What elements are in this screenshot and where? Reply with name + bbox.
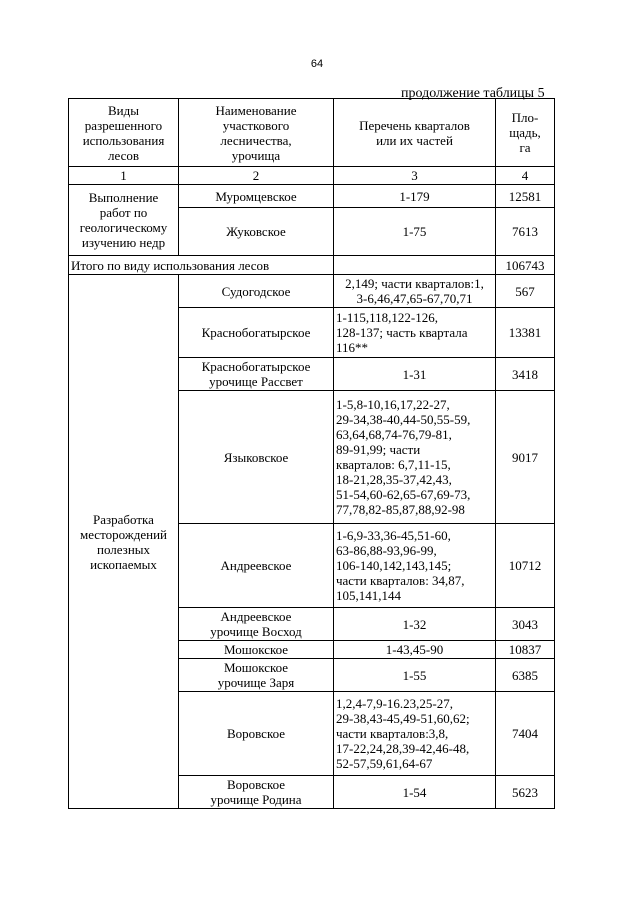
header-row [69,99,555,167]
quarters-cell: 1-43,45-90 [334,641,496,659]
quarters-cell: 1-179 [334,185,496,208]
page-number: 64 [310,58,324,70]
area-cell: 6385 [496,659,555,692]
quarters-cell: 1-75 [334,208,496,256]
area-cell: 10712 [496,524,555,608]
forestry-name-cell: Краснобогатырское урочище Рассвет [179,358,334,391]
area-cell: 9017 [496,391,555,524]
area-cell: 3418 [496,358,555,391]
total-row [69,256,555,275]
forestry-name-cell: Воровское урочище Родина [179,776,334,809]
table-row [69,185,555,208]
area-cell: 3043 [496,608,555,641]
forestry-name-cell: Мошокское [179,641,334,659]
forest-use-table [68,98,555,809]
header-quarters-list: Перечень кварталов или их частей [334,99,496,167]
area-cell: 7613 [496,208,555,256]
total-value: 106743 [496,256,555,275]
forestry-name-cell: Краснобогатырское [179,308,334,358]
quarters-cell: 1-32 [334,608,496,641]
forestry-name-cell: Андреевское урочище Восход [179,608,334,641]
quarters-cell: 1-55 [334,659,496,692]
column-number: 4 [496,167,555,185]
forestry-name-cell: Жуковское [179,208,334,256]
forestry-name-cell: Судогодское [179,275,334,308]
quarters-cell: 2,149; части кварталов:1, 3-6,46,47,65-67,70,71 [334,275,496,308]
use-type-cell: Разработка месторождений полезных ископаемых [69,275,179,809]
area-cell: 12581 [496,185,555,208]
area-cell: 13381 [496,308,555,358]
area-cell: 7404 [496,692,555,776]
forestry-name-cell: Воровское [179,692,334,776]
quarters-cell: 1-31 [334,358,496,391]
forestry-name-cell: Мошокское урочище Заря [179,659,334,692]
forestry-name-cell: Андреевское [179,524,334,608]
quarters-cell: 1-6,9-33,36-45,51-60, 63-86,88-93,96-99, 106-140,142,143,145; части кварталов: 34,87, 105,141,144 [334,524,496,608]
quarters-cell: 1-54 [334,776,496,809]
quarters-cell: 1-115,118,122-126, 128-137; часть квартала 116** [334,308,496,358]
forestry-name-cell: Муромцевское [179,185,334,208]
total-label: Итого по виду использования лесов [69,256,334,275]
header-forestry-name: Наименование участкового лесничества, урочища [179,99,334,167]
header-area: Пло- щадь, га [496,99,555,167]
column-number: 2 [179,167,334,185]
forestry-name-cell: Языковское [179,391,334,524]
column-number: 3 [334,167,496,185]
area-cell: 10837 [496,641,555,659]
total-empty-cell [334,256,496,275]
quarters-cell: 1-5,8-10,16,17,22-27, 29-34,38-40,44-50,55-59, 63,64,68,74-76,79-81, 89-91,99; части кварталов: 6,7,11-15, 18-21,28,35-37,42,43, 51-54,60-62,65-67,69-73, 77,78,82-85,87,88,92-98 [334,391,496,524]
area-cell: 5623 [496,776,555,809]
table-row [69,275,555,308]
column-number: 1 [69,167,179,185]
use-type-cell: Выполнение работ по геологическому изучению недр [69,185,179,256]
area-cell: 567 [496,275,555,308]
table-continuation-caption: продолжение таблицы 5 [401,86,545,101]
quarters-cell: 1,2,4-7,9-16.23,25-27, 29-38,43-45,49-51,60,62; части кварталов:3,8, 17-22,24,28,39-42,46-48, 52-57,59,61,64-67 [334,692,496,776]
column-number-row [69,167,555,185]
header-use-type: Виды разрешенного использования лесов [69,99,179,167]
